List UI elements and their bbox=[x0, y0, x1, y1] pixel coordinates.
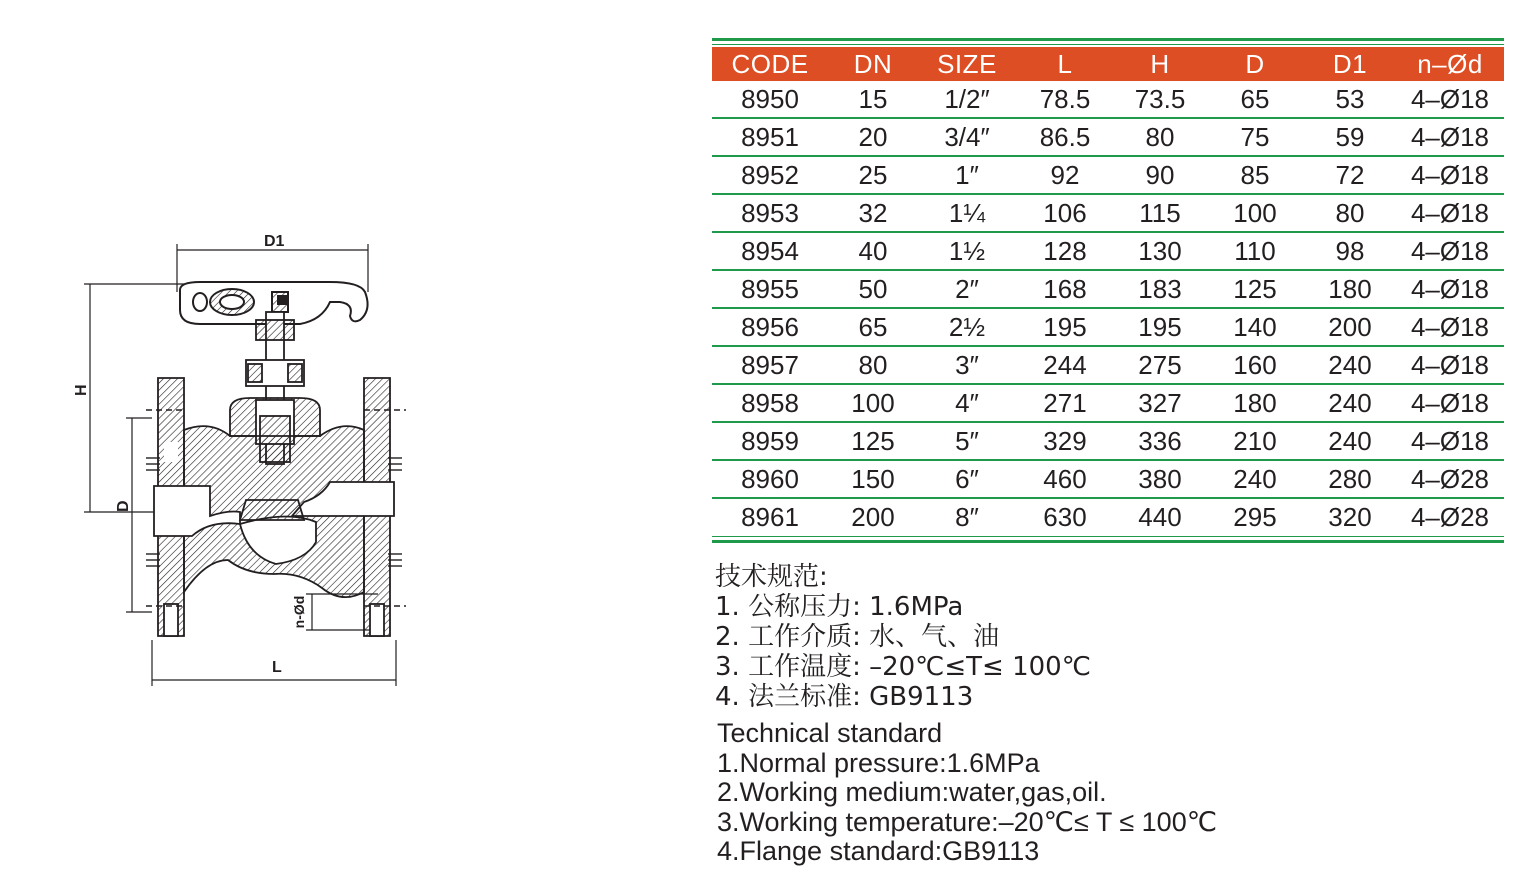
cell-n-d: 4–Ø28 bbox=[1396, 460, 1504, 498]
spec-table-container bbox=[712, 38, 1504, 543]
col-header-h: H bbox=[1150, 48, 1170, 79]
cell-d1: 72 bbox=[1304, 156, 1396, 194]
cell-n-d: 4–Ø18 bbox=[1396, 270, 1504, 308]
cell-dn: 150 bbox=[828, 460, 918, 498]
notes-en-line-4: 4.Flange standard:GB9113 bbox=[717, 836, 1040, 866]
cell-n-d: 4–Ø18 bbox=[1396, 232, 1504, 270]
cell-d: 65 bbox=[1206, 81, 1304, 118]
cell-d1: 98 bbox=[1304, 232, 1396, 270]
cell-n-d: 4–Ø18 bbox=[1396, 118, 1504, 156]
notes-cn-line-3: 3. 工作温度: –20℃≤T≤ 100℃ bbox=[715, 652, 1091, 682]
cell-h: 195 bbox=[1114, 308, 1206, 346]
cell-n-d: 4–Ø18 bbox=[1396, 346, 1504, 384]
table-bottom-rule bbox=[712, 536, 1504, 543]
notes-en-line-3: 3.Working temperature:–20℃≤ T ≤ 100℃ bbox=[717, 806, 1218, 837]
spec-table bbox=[712, 47, 1504, 535]
cell-size: 1/2″ bbox=[918, 81, 1016, 118]
cell-n-d: 4–Ø18 bbox=[1396, 156, 1504, 194]
notes-cn-title: 技术规范: bbox=[715, 562, 828, 592]
cell-n-d: 4–Ø18 bbox=[1396, 384, 1504, 422]
table-row bbox=[712, 270, 1504, 308]
cell-h: 73.5 bbox=[1114, 81, 1206, 118]
dim-label-l: L bbox=[272, 659, 282, 676]
cell-l: 271 bbox=[1016, 384, 1114, 422]
cell-size: 4″ bbox=[918, 384, 1016, 422]
cell-size: 1½ bbox=[918, 232, 1016, 270]
cell-code: 8957 bbox=[712, 346, 828, 384]
technical-notes-chinese bbox=[715, 562, 1091, 712]
cell-h: 380 bbox=[1114, 460, 1206, 498]
cell-code: 8958 bbox=[712, 384, 828, 422]
cell-size: 3/4″ bbox=[918, 118, 1016, 156]
cell-code: 8950 bbox=[712, 81, 828, 118]
dim-label-h: H bbox=[73, 384, 90, 396]
table-row bbox=[712, 384, 1504, 422]
cell-d1: 240 bbox=[1304, 346, 1396, 384]
cell-d1: 320 bbox=[1328, 501, 1372, 532]
dim-label-d: D bbox=[115, 500, 132, 512]
cell-dn: 200 bbox=[851, 501, 895, 532]
cell-l: 630 bbox=[1043, 501, 1087, 532]
cell-h: 336 bbox=[1114, 422, 1206, 460]
cell-dn: 125 bbox=[828, 422, 918, 460]
col-header-code: CODE bbox=[731, 48, 809, 79]
col-header-n-d: n–Ød bbox=[1417, 48, 1483, 79]
cell-d: 160 bbox=[1206, 346, 1304, 384]
cell-code: 8952 bbox=[712, 156, 828, 194]
cell-d1: 180 bbox=[1304, 270, 1396, 308]
dim-label-nd: n-Ød bbox=[291, 595, 307, 629]
cell-d: 210 bbox=[1206, 422, 1304, 460]
table-row bbox=[712, 81, 1504, 118]
cell-n-d: 4–Ø28 bbox=[1410, 501, 1490, 532]
table-header-row bbox=[712, 47, 1504, 81]
cell-code: 8954 bbox=[712, 232, 828, 270]
col-header-l: L bbox=[1057, 48, 1073, 79]
cell-n-d: 4–Ø18 bbox=[1396, 422, 1504, 460]
notes-en-line-2: 2.Working medium:water,gas,oil. bbox=[717, 777, 1107, 807]
cell-n-d: 4–Ø18 bbox=[1396, 81, 1504, 118]
d-dimension bbox=[126, 418, 152, 612]
valve-body bbox=[154, 426, 394, 597]
cell-h: 130 bbox=[1114, 232, 1206, 270]
cell-h: 327 bbox=[1114, 384, 1206, 422]
cell-l: 329 bbox=[1016, 422, 1114, 460]
table-row bbox=[712, 194, 1504, 232]
cell-d: 75 bbox=[1206, 118, 1304, 156]
table-row bbox=[712, 156, 1504, 194]
table-row bbox=[712, 118, 1504, 156]
table-row bbox=[712, 422, 1504, 460]
cell-dn: 65 bbox=[828, 308, 918, 346]
col-header-dn: DN bbox=[853, 48, 893, 79]
table-top-rule bbox=[712, 38, 1504, 45]
col-header-size: SIZE bbox=[937, 48, 997, 79]
cell-code: 8953 bbox=[712, 194, 828, 232]
cell-code: 8955 bbox=[712, 270, 828, 308]
cell-d: 180 bbox=[1206, 384, 1304, 422]
cell-code: 8961 bbox=[741, 501, 799, 532]
cell-size: 5″ bbox=[918, 422, 1016, 460]
notes-cn-line-1: 1. 公称压力: 1.6MPa bbox=[715, 592, 964, 622]
cell-d1: 200 bbox=[1304, 308, 1396, 346]
cell-dn: 100 bbox=[828, 384, 918, 422]
cell-size: 1¼ bbox=[918, 194, 1016, 232]
notes-en-title: Technical standard bbox=[717, 718, 943, 748]
cell-l: 78.5 bbox=[1016, 81, 1114, 118]
cell-l: 460 bbox=[1016, 460, 1114, 498]
cell-dn: 40 bbox=[828, 232, 918, 270]
notes-cn-line-2: 2. 工作介质: 水、气、油 bbox=[715, 622, 1000, 652]
cell-l: 195 bbox=[1016, 308, 1114, 346]
cell-d1: 280 bbox=[1304, 460, 1396, 498]
cell-n-d: 4–Ø18 bbox=[1396, 308, 1504, 346]
table-body bbox=[712, 81, 1504, 535]
cell-d: 110 bbox=[1206, 232, 1304, 270]
cell-size: 8″ bbox=[955, 501, 979, 532]
cell-d: 125 bbox=[1206, 270, 1304, 308]
cell-dn: 50 bbox=[828, 270, 918, 308]
cell-d: 140 bbox=[1206, 308, 1304, 346]
cell-code: 8960 bbox=[712, 460, 828, 498]
technical-notes-english bbox=[717, 719, 1217, 867]
col-header-d1: D1 bbox=[1332, 48, 1368, 79]
cell-dn: 20 bbox=[828, 118, 918, 156]
cell-d1: 240 bbox=[1304, 384, 1396, 422]
cell-h: 275 bbox=[1114, 346, 1206, 384]
cell-d: 85 bbox=[1206, 156, 1304, 194]
cell-size: 6″ bbox=[918, 460, 1016, 498]
table-row bbox=[712, 308, 1504, 346]
cell-code: 8959 bbox=[712, 422, 828, 460]
cell-d1: 240 bbox=[1304, 422, 1396, 460]
cell-n-d: 4–Ø18 bbox=[1396, 194, 1504, 232]
table-row bbox=[712, 232, 1504, 270]
cell-l: 86.5 bbox=[1016, 118, 1114, 156]
cell-size: 1″ bbox=[918, 156, 1016, 194]
cell-h: 183 bbox=[1114, 270, 1206, 308]
cell-l: 92 bbox=[1016, 156, 1114, 194]
table-row bbox=[712, 346, 1504, 384]
cell-d1: 80 bbox=[1304, 194, 1396, 232]
notes-en-line-1: 1.Normal pressure:1.6MPa bbox=[717, 747, 1040, 778]
notes-cn-line-4: 4. 法兰标准: GB9113 bbox=[715, 682, 974, 712]
cell-d1: 53 bbox=[1304, 81, 1396, 118]
cell-dn: 32 bbox=[828, 194, 918, 232]
cell-l: 106 bbox=[1016, 194, 1114, 232]
cell-dn: 15 bbox=[828, 81, 918, 118]
cell-h: 80 bbox=[1114, 118, 1206, 156]
table-row bbox=[712, 498, 1504, 535]
cell-l: 128 bbox=[1016, 232, 1114, 270]
cell-d: 240 bbox=[1206, 460, 1304, 498]
cell-code: 8951 bbox=[712, 118, 828, 156]
table-row bbox=[712, 460, 1504, 498]
cell-size: 2½ bbox=[918, 308, 1016, 346]
cell-code: 8956 bbox=[712, 308, 828, 346]
cell-size: 3″ bbox=[918, 346, 1016, 384]
cell-d1: 59 bbox=[1304, 118, 1396, 156]
cell-size: 2″ bbox=[918, 270, 1016, 308]
cell-l: 168 bbox=[1016, 270, 1114, 308]
cell-h: 440 bbox=[1138, 501, 1182, 532]
cell-dn: 25 bbox=[828, 156, 918, 194]
cell-h: 90 bbox=[1114, 156, 1206, 194]
col-header-d: D bbox=[1245, 48, 1265, 79]
dim-label-d1: D1 bbox=[264, 233, 285, 250]
cell-d: 100 bbox=[1206, 194, 1304, 232]
cell-d: 295 bbox=[1233, 501, 1277, 532]
cell-dn: 80 bbox=[828, 346, 918, 384]
cell-h: 115 bbox=[1114, 194, 1206, 232]
valve-drawing bbox=[60, 220, 420, 690]
cell-l: 244 bbox=[1016, 346, 1114, 384]
